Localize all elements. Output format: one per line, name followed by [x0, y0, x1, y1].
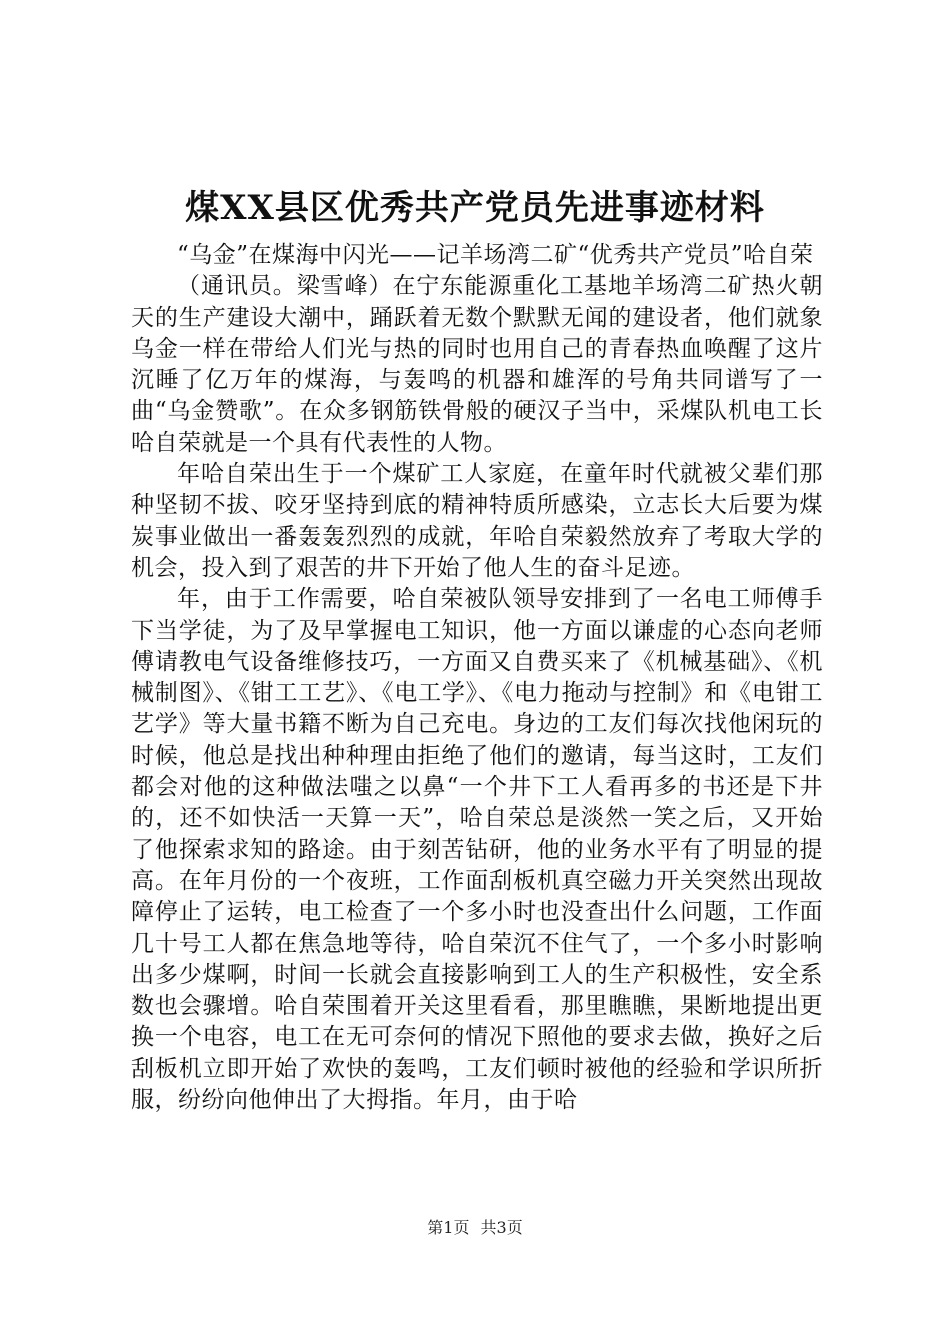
- body-paragraph: 年，由于工作需要，哈自荣被队领导安排到了一名电工师傅手下当学徒，为了及早掌握电工知识，他一方面以谦虚的心态向老师傅请教电气设备维修技巧，一方面又自费买来了《机械基础》、《机械制图》、《钳工工艺》、《电工学》、《电力拖动与控制》和《电钳工艺学》等大量书籍不断为自己充电。身边的工友们每次找他闲玩的时候，他总是找出种种理由拒绝了他们的邀请，每当这时，工友们都会对他的这种做法嗤之以鼻“一个井下工人看再多的书还是下井的，还不如快活一天算一天”，哈自荣总是淡然一笑之后，又开始了他探索求知的路途。由于刻苦钻研，他的业务水平有了明显的提高。在年月份的一个夜班，工作面刮板机真空磁力开关突然出现故障停止了运转，电工检查了一个多小时也没查出什么问题，工作面几十号工人都在焦急地等待，哈自荣沉不住气了，一个多小时影响出多少煤啊，时间一长就会直接影响到工人的生产积极性，安全系数也会骤增。哈自荣围着开关这里看看，那里瞧瞧，果断地提出更换一个电容，电工在无可奈何的情况下照他的要求去做，换好之后刮板机立即开始了欢快的轰鸣，工友们顿时被他的经验和学识所折服，纷纷向他伸出了大拇指。年月，由于哈: [131, 586, 823, 1114]
- page-footer: [0, 1216, 950, 1240]
- page-number: 第1页: [427, 1218, 470, 1237]
- subtitle-paragraph: “乌金”在煤海中闪光——记羊场湾二矿“优秀共产党员”哈自荣: [177, 242, 814, 268]
- page-total: 共3页: [480, 1218, 523, 1237]
- body-paragraph: 年哈自荣出生于一个煤矿工人家庭，在童年时代就被父辈们那种坚韧不拔、咬牙坚持到底的精神特质所感染，立志长大后要为煤炭事业做出一番轰轰烈烈的成就，年哈自荣毅然放弃了考取大学的机会，投入到了艰苦的井下开始了他人生的奋斗足迹。: [131, 461, 823, 581]
- document-title: 煤XX县区优秀共产党员先进事迹材料: [185, 188, 765, 228]
- body-paragraph: （通讯员。梁雪峰）在宁东能源重化工基地羊场湾二矿热火朝天的生产建设大潮中，踊跃着无数个默默无闻的建设者，他们就象乌金一样在带给人们光与热的同时也用自己的青春热血唤醒了这片沉睡了亿万年的煤海，与轰鸣的机器和雄浑的号角共同谱写了一曲“乌金赞歌”。在众多钢筋铁骨般的硬汉子当中，采煤队机电工长哈自荣就是一个具有代表性的人物。: [131, 273, 823, 456]
- document-body: [131, 240, 823, 1116]
